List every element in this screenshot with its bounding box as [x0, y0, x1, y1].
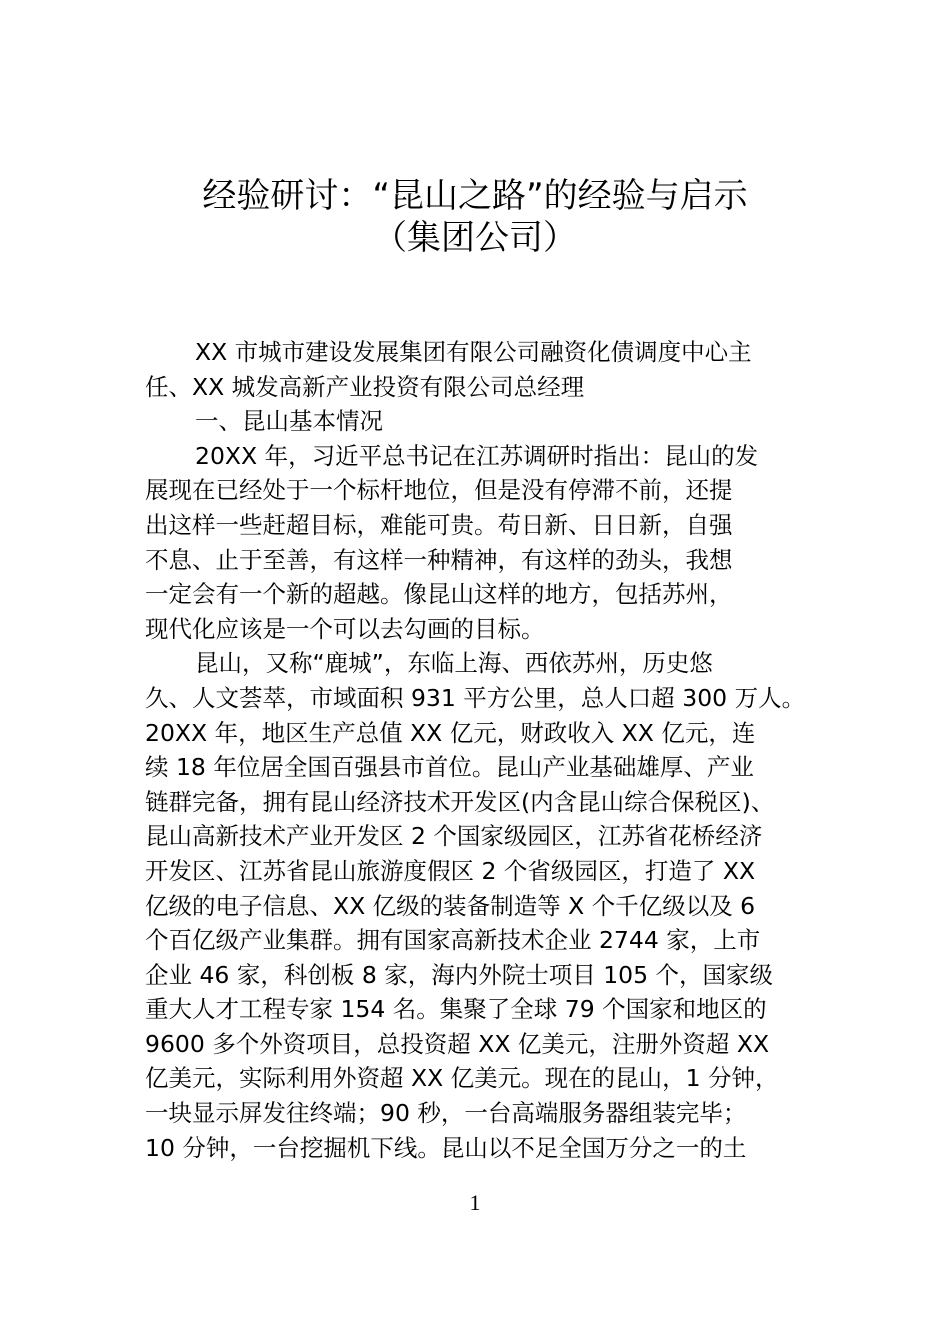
text-line: 20XX 年，习近平总书记在江苏调研时指出：昆山的发: [195, 441, 759, 470]
section-heading: 一、昆山基本情况: [195, 407, 383, 436]
text-line: 9600 多个外资项目，总投资超 XX 亿美元，注册外资超 XX: [145, 1029, 770, 1058]
text-line: 一块显示屏发往终端；90 秒，一台高端服务器组装完毕；: [145, 1099, 747, 1128]
text-line: 久、人文荟萃，市域面积 931 平方公里，总人口超 300 万人。: [145, 683, 806, 712]
document-subtitle: （集团公司）: [373, 218, 577, 258]
text-line: 20XX 年，地区生产总值 XX 亿元，财政收入 XX 亿元，连: [145, 718, 756, 747]
text-line: 昆山，又称“鹿城”，东临上海、西依苏州，历史悠: [195, 649, 713, 678]
text-line: 出这样一些赶超目标，难能可贵。苟日新、日日新，自强: [145, 510, 733, 539]
text-line: 10 分钟，一台挖掘机下线。昆山以不足全国万分之一的土: [145, 1133, 747, 1162]
text-line: XX 市城市建设发展集团有限公司融资化债调度中心主: [195, 338, 752, 366]
text-line: 现代化应该是一个可以去勾画的目标。: [145, 614, 545, 643]
text-line: 企业 46 家，科创板 8 家，海内外院士项目 105 个，国家级: [145, 960, 774, 989]
document-body: [145, 335, 835, 1165]
text-line: 亿美元，实际利用外资超 XX 亿美元。现在的昆山，1 分钟，: [145, 1064, 779, 1093]
text-line: 亿级的电子信息、XX 亿级的装备制造等 X 个千亿级以及 6: [145, 891, 756, 920]
text-line: 链群完备，拥有昆山经济技术开发区(内含昆山综合保税区)、: [145, 787, 775, 816]
document-title: 经验研讨：“昆山之路”的经验与启示: [202, 176, 748, 216]
text-line: 展现在已经处于一个标杆地位，但是没有停滞不前，还提: [145, 476, 733, 505]
text-line: 不息、止于至善，有这样一种精神，有这样的劲头，我想: [145, 545, 733, 574]
text-line: 一定会有一个新的超越。像昆山这样的地方，包括苏州，: [145, 580, 733, 609]
text-line: 重大人才工程专家 154 名。集聚了全球 79 个国家和地区的: [145, 995, 767, 1024]
text-line: 昆山高新技术产业开发区 2 个国家级园区，江苏省花桥经济: [145, 822, 763, 851]
text-line: 个百亿级产业集群。拥有国家高新技术企业 2744 家，上市: [145, 926, 761, 955]
text-line: 续 18 年位居全国百强县市首位。昆山产业基础雄厚、产业: [145, 753, 754, 782]
text-line: 任、XX 城发高新产业投资有限公司总经理: [145, 372, 585, 401]
text-line: 开发区、江苏省昆山旅游度假区 2 个省级园区，打造了 XX: [145, 856, 756, 885]
page-number: 1: [469, 1190, 481, 1215]
